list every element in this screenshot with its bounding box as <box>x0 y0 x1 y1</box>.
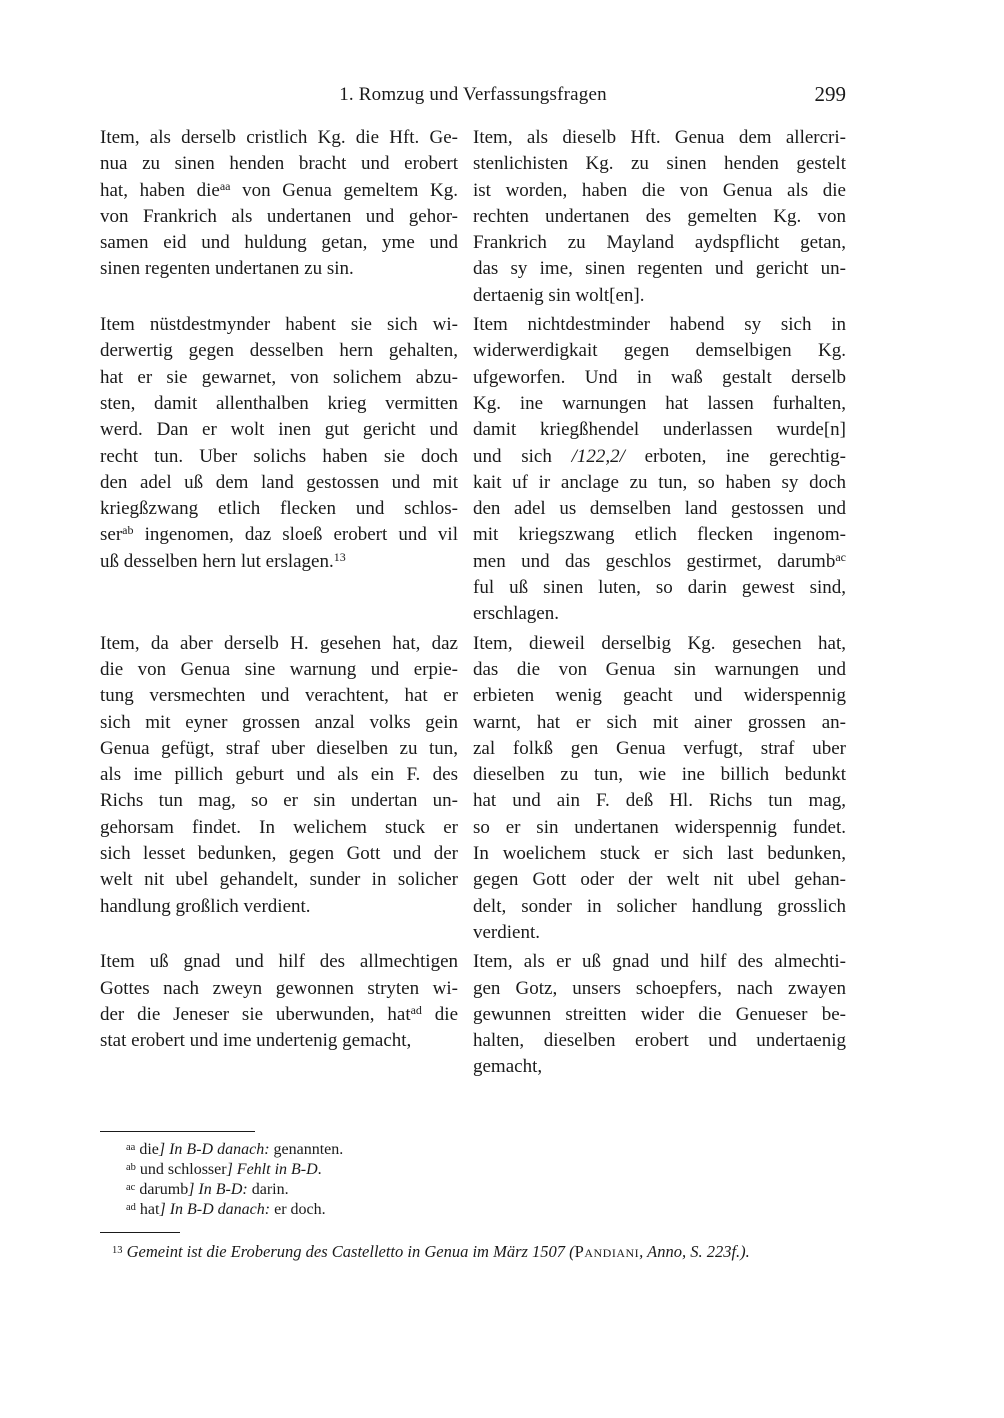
apparatus-separator-rule <box>100 1131 255 1132</box>
text-line: dertaenig sin wolt[en]. <box>473 284 645 306</box>
text-line: der die Jeneser sie uberwunden, hat$^{ad}$ die <box>100 1002 458 1025</box>
text-line: In woelichem stuck er sich last bedunken, <box>473 843 846 865</box>
paragraph-left <box>100 125 458 309</box>
apparatus-note: $^{ac}$ darumb] In B-D: darin. <box>126 1180 289 1198</box>
text-line: ful uß sinen luten, so darin gewest sind, <box>473 577 846 599</box>
text-line: kait uf ir anclage zu tun, so haben sy doch <box>473 471 846 493</box>
paragraph-left <box>100 631 458 947</box>
superscript-marker: ac <box>126 1181 136 1193</box>
text-line: Genua gefügt, straf uber dieselben zu tun, <box>100 737 458 759</box>
paragraph-right <box>473 312 846 628</box>
text-line: verdient. <box>473 921 541 943</box>
text-line: sten, damit allenthalben krieg vermitten <box>100 392 458 414</box>
text-line: uß desselben hern lut erslagen.$^{13}$ <box>100 549 346 572</box>
superscript-marker: aa <box>126 1141 136 1153</box>
text-line: stenlichisten Kg. zu sinen henden gestelt <box>473 153 846 175</box>
text-line: hat, haben die$^{aa}$ von Genua gemeltem Kg. <box>100 178 458 201</box>
text-line: erschlagen. <box>473 603 559 625</box>
text-line: kriegßzwang etlich flecken und schlos- <box>100 498 458 520</box>
text-line: sich lesset bedunken, gegen Gott und der <box>100 843 458 865</box>
text-block <box>100 84 846 1262</box>
superscript-marker: ab <box>126 1161 136 1173</box>
text-line: Frankrich zu Mayland aydspflicht getan, <box>473 232 846 254</box>
paragraph-row <box>100 631 846 947</box>
text-line: Kg. ine warnungen hat lassen furhalten, <box>473 392 846 414</box>
text-line: ist worden, haben die von Genua als die <box>473 179 846 201</box>
text-line: damit kriegßhendel underlassen wurde[n] <box>473 419 846 441</box>
paragraph-right <box>473 949 846 1080</box>
text-line: von Frankrich als undertanen und gehor- <box>100 205 458 227</box>
text-line: Item, als derselb cristlich Kg. die Hft. Ge- <box>100 127 458 148</box>
apparatus-notes <box>100 1140 846 1220</box>
text-line: zal folkß gen Genua verfugt, straf uber <box>473 737 846 759</box>
text-line: men und das geschlos gestirmet, darumb$^{ac}$ <box>473 549 846 572</box>
text-line: gemacht, <box>473 1056 543 1078</box>
text-line: Item, als er uß gnad und hilf des almechti- <box>473 951 846 973</box>
superscript-marker: 13 <box>112 1244 123 1256</box>
apparatus-note: $^{ad}$ hat] In B-D danach: er doch. <box>126 1200 326 1218</box>
parallel-text <box>100 125 846 1081</box>
text-line: ufgeworfen. Und in waß gestalt derselb <box>473 366 846 388</box>
paragraph-right <box>473 125 846 309</box>
text-line: handlung großlich verdient. <box>100 895 311 917</box>
text-line: gegen Gott oder der welt nit ubel gehan- <box>473 869 846 891</box>
text-line: sinen regenten undertanen zu sin. <box>100 258 354 280</box>
apparatus-note: $^{aa}$ die] In B-D danach: genannten. <box>126 1140 344 1158</box>
paragraph-left <box>100 312 458 628</box>
text-line: halten, dieselben erobert und undertaenig <box>473 1030 846 1052</box>
text-line: gen Gotz, unsers schoepfers, nach zwayen <box>473 977 846 999</box>
text-line: erbieten wenig geacht und widerspennig <box>473 685 846 707</box>
text-line: derwertig gegen desselben hern gehalten, <box>100 340 458 362</box>
footnote-area <box>100 1131 846 1262</box>
paragraph-row <box>100 125 846 309</box>
text-line: dieselben zu tun, wie ine billich bedunkt <box>473 764 846 786</box>
apparatus-note: $^{ab}$ und schlosser] Fehlt in B-D. <box>126 1160 322 1178</box>
superscript-marker: ac <box>835 549 846 564</box>
text-line: tung versmechten und verachtent, hat er <box>100 685 458 707</box>
text-line: die von Genua sine warnung und erpie- <box>100 658 458 680</box>
paragraph-row <box>100 949 846 1080</box>
text-line: Item, da aber derselb H. gesehen hat, daz <box>100 632 458 654</box>
text-line: den adel uß dem land gestossen und mit <box>100 471 458 493</box>
page-number: 299 <box>814 82 846 106</box>
text-line: mit kriegszwang etlich flecken ingenom- <box>473 524 846 546</box>
text-line: und sich /122,2/ erboten, ine gerechtig- <box>473 445 846 467</box>
text-line: hat und ain F. deß Hl. Richs tun mag, <box>473 790 846 812</box>
text-line: gewunnen streitten wider die Genueser be- <box>473 1003 846 1025</box>
text-line: das sy ime, sinen regenten und gericht un- <box>473 258 846 280</box>
paragraph-right <box>473 631 846 947</box>
text-line: nua zu sinen henden bracht und erobert <box>100 153 458 175</box>
text-line: sich mit eyner grossen anzal volks gein <box>100 711 458 733</box>
text-line: recht tun. Uber solichs haben sie doch <box>100 445 458 467</box>
text-line: den adel us demselben land gestossen und <box>473 498 846 520</box>
text-line: gehorsam findet. In welichem stuck er <box>100 816 458 838</box>
text-line: Gottes nach zweyn gewonnen stryten wi- <box>100 977 458 999</box>
footnote-13: $^{13}$ Gemeint ist die Eroberung des Castelletto in Genua im März 1507 (Pandiani, Anno, S. 223f.). <box>112 1241 750 1261</box>
running-header <box>100 84 846 110</box>
superscript-marker: ad <box>410 1002 422 1017</box>
superscript-marker: aa <box>219 178 231 193</box>
superscript-marker: ad <box>126 1201 136 1213</box>
text-line: Item uß gnad und hilf des allmechtigen <box>100 951 458 973</box>
text-line: delt, sonder in solicher handlung grosslich <box>473 895 846 917</box>
text-line: Richs tun mag, so er sin undertan un- <box>100 790 458 812</box>
superscript-marker: 13 <box>333 549 346 564</box>
text-line: stat erobert und ime undertenig gemacht, <box>100 1030 412 1052</box>
text-line: werd. Dan er wolt inen gut gericht und <box>100 419 458 441</box>
text-line: Item, dieweil derselbig Kg. gesechen hat, <box>473 632 846 654</box>
footnote-separator-rule <box>100 1232 180 1233</box>
text-line: Item nichtdestminder habend sy sich in <box>473 314 846 336</box>
text-line: widerwerdigkait gegen demselbigen Kg. <box>473 340 846 362</box>
text-line: welt nit ubel gehandelt, sunder in solicher <box>100 869 458 891</box>
text-line: Item, als dieselb Hft. Genua dem allercri- <box>473 127 846 148</box>
text-line: ser$^{ab}$ ingenomen, daz sloeß erobert und vil <box>100 523 458 546</box>
text-line: rechten undertanen des gemelten Kg. von <box>473 205 846 227</box>
paragraph-left <box>100 949 458 1080</box>
text-line: als ime pillich geburt und als ein F. des <box>100 764 458 786</box>
section-title: 1. Romzug und Verfassungsfragen <box>339 84 607 105</box>
text-line: hat er sie gewarnet, von solichem abzu- <box>100 366 458 388</box>
text-line: samen eid und huldung getan, yme und <box>100 232 458 254</box>
text-line: das die von Genua sin warnungen und <box>473 658 846 680</box>
paragraph-row <box>100 312 846 628</box>
text-line: Item nüstdestmynder habent sie sich wi- <box>100 314 458 336</box>
text-line: warnt, hat er sich mit ainer grossen an- <box>473 711 846 733</box>
text-line: so er sin undertanen widerspennig fundet. <box>473 816 846 838</box>
superscript-marker: ab <box>122 523 134 538</box>
